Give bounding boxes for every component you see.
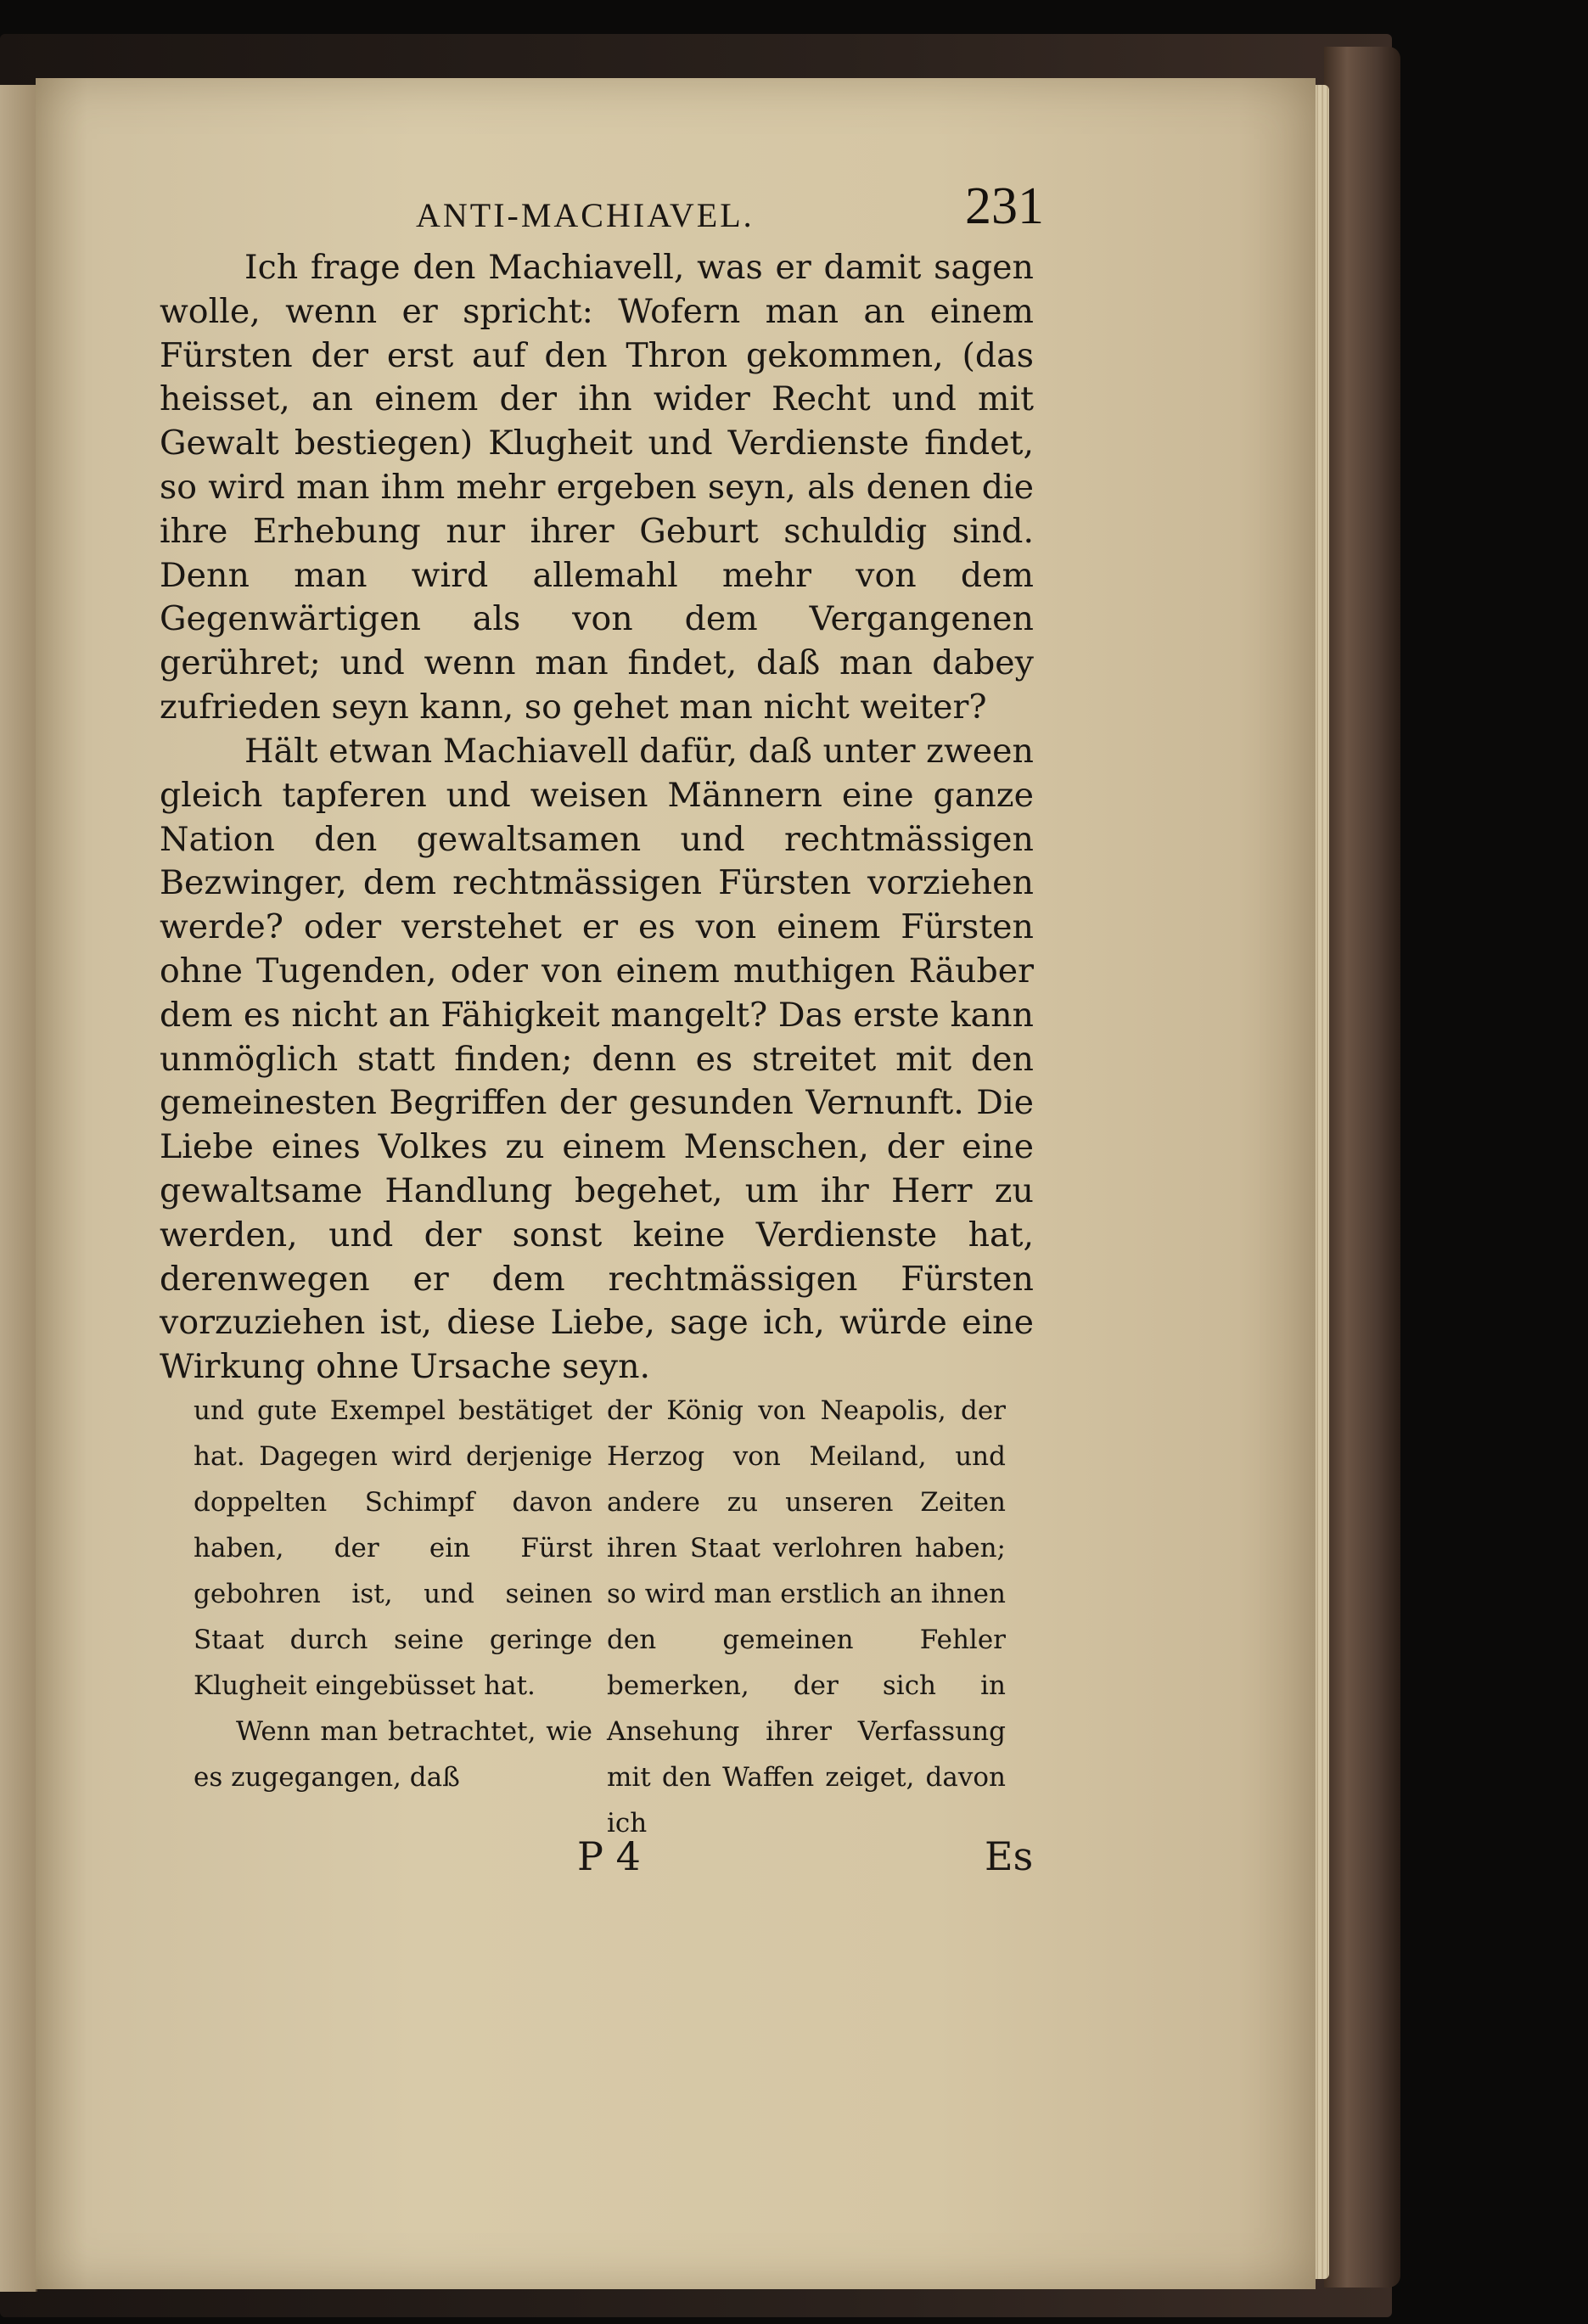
signature-mark: P 4 (577, 1833, 641, 1879)
footnote-left-text-2: Wenn man betrachtet, wie es zugegangen, daß (194, 1716, 592, 1793)
page-number: 231 (965, 177, 1044, 235)
footnote-column-left (194, 1388, 592, 1800)
paragraph-2: Hält etwan Machiavell dafür, daß unter zween gleich tapferen und weisen Männern eine ganze Nation den gewaltsamen und rechtmässigen Bezwinger, dem rechtmässigen Fürsten vorziehen werde? oder verstehet er es von einem Fürsten ohne Tugenden, oder von einem muthigen Räuber dem es nicht an Fähigkeit mangelt? Das erste kann unmöglich statt finden; denn es streitet mit den gemeinesten Begriffen der gesunden Vernunft. Die Liebe eines Volkes zu einem Menschen, der eine gewaltsame Handlung begehet, um ihr Herr zu werden, und der sonst keine Verdienste hat, derenwegen er dem rechtmässigen Fürsten vorzuziehen ist, diese Liebe, sage ich, würde eine Wirkung ohne Ursache seyn. (160, 732, 1034, 1387)
book-cover-edge (1324, 47, 1400, 2288)
page-header (161, 170, 1044, 246)
footnote-column-right (607, 1388, 1006, 1846)
footnote-left-text-1: und gute Exempel bestätiget hat. Dagegen wird derjenige doppelten Schimpf davon haben, der ein Fürst gebohren ist, und seinen Staat durch seine geringe Klugheit eingebüsset hat. (194, 1395, 592, 1701)
footnote-right-text-1: der König von Neapolis, der Herzog von Meiland, und andere zu unseren Zeiten ihren Staat verlohren haben; so wird man erstlich an ihnen den gemeinen Fehler bemerken, der sich in Ansehung ihrer Verfassung mit den Waffen zeiget, davon ich (607, 1395, 1006, 1838)
paragraph-1: Ich frage den Machiavell, was er damit sagen wolle, wenn er spricht: Wofern man an einem Fürsten der erst auf den Thron gekommen, (das heisset, an einem der ihn wider Recht und mit Gewalt bestiegen) Klugheit und Verdienste findet, so wird man ihm mehr ergeben seyn, als denen die ihre Erhebung nur ihrer Geburt schuldig sind. Denn man wird allemahl mehr von dem Gegenwärtigen als von dem Vergangenen gerühret; und wenn man findet, daß man dabey zufrieden seyn kann, so gehet man nicht weiter? (160, 248, 1034, 727)
running-title: ANTI-MACHIAVEL. (416, 196, 755, 234)
previous-page-edge (0, 85, 37, 2292)
catchword: Es (985, 1833, 1034, 1879)
